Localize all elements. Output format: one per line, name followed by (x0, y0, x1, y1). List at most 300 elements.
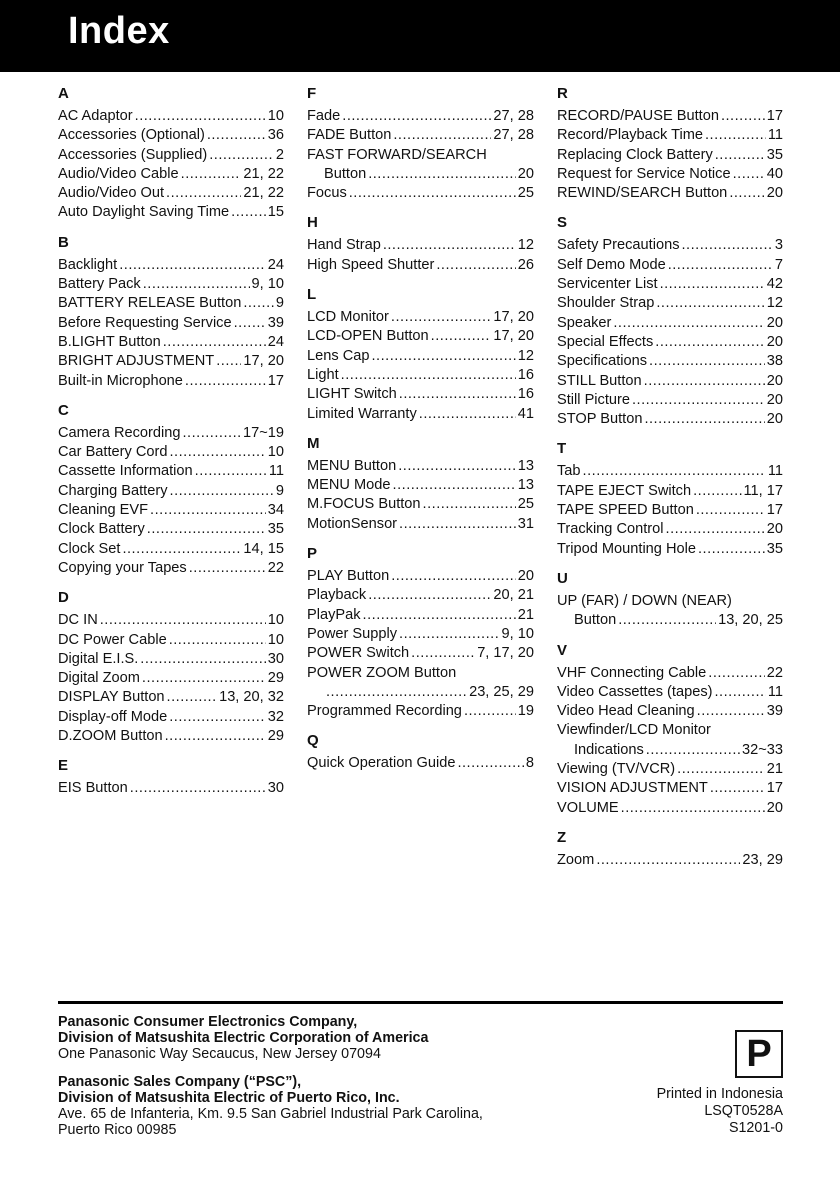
leader-dots (666, 520, 765, 539)
index-entry (58, 443, 284, 462)
index-entry (557, 779, 783, 798)
leader-dots (234, 314, 266, 333)
footer-divider (58, 1001, 783, 1004)
entry-term: Cassette Information (58, 463, 193, 480)
leader-dots (646, 741, 740, 760)
section-letter: A (58, 85, 69, 102)
entry-term: Power Supply (307, 625, 398, 642)
index-entry (58, 107, 284, 126)
entry-pages: 35 (267, 521, 284, 538)
company-2-division: Division of Matsushita Electric of Puerto Rico, Inc. (58, 1090, 400, 1106)
section-letter: P (307, 545, 318, 563)
index-entry (557, 184, 783, 203)
plant-mark-box: P (735, 1030, 783, 1078)
entry-pages: 11 (767, 683, 783, 700)
index-entry (58, 779, 284, 798)
entry-term: Hand Strap (307, 237, 381, 254)
index-entry (58, 184, 284, 203)
leader-dots (708, 664, 765, 683)
entry-pages: 38 (766, 353, 783, 370)
entry-pages: 21, 22 (243, 165, 284, 182)
index-entry (58, 559, 284, 578)
index-entry (557, 165, 783, 184)
entry-pages: 21 (766, 761, 783, 778)
entry-term: Button (324, 165, 367, 182)
entry-pages: 11 (268, 463, 284, 480)
entry-pages: 10 (267, 612, 284, 629)
page-title: Index (68, 10, 170, 52)
entry-term: Still Picture (557, 391, 630, 408)
index-column-3 (557, 80, 783, 870)
section-letter: V (557, 641, 568, 659)
entry-term: VOLUME (557, 799, 619, 816)
entry-pages: 9 (275, 295, 284, 312)
entry-pages: 11 (767, 463, 783, 480)
entry-pages: 25 (517, 496, 534, 513)
entry-term: Audio/Video Out (58, 185, 165, 202)
index-entry (58, 372, 284, 391)
entry-pages: 24 (267, 333, 284, 350)
index-entry (557, 294, 783, 313)
leader-dots (621, 799, 765, 818)
entry-term: STOP Button (557, 411, 643, 428)
index-entry (58, 462, 284, 481)
index-entry (58, 314, 284, 333)
entry-pages: 17, 20 (493, 328, 534, 345)
index-section-r (557, 80, 783, 203)
section-letter: M (307, 434, 320, 452)
entry-pages: 13 (517, 477, 534, 494)
entry-term: Audio/Video Cable (58, 165, 179, 182)
entry-term: PlayPak (307, 606, 361, 623)
entry-pages: 13 (517, 457, 534, 474)
section-letter: B (58, 233, 69, 251)
entry-pages: 27, 28 (493, 108, 534, 124)
section-letter: D (58, 589, 69, 607)
index-section-s (557, 209, 783, 429)
section-letter: U (557, 569, 568, 587)
entry-term: LIGHT Switch (307, 386, 397, 403)
entry-pages: 12 (517, 347, 534, 364)
leader-dots (644, 372, 765, 391)
index-entry (58, 650, 284, 669)
leader-dots (649, 352, 765, 371)
entry-pages: 20, 21 (493, 587, 534, 604)
leader-dots (729, 184, 764, 203)
entry-term: BATTERY RELEASE Button (58, 295, 242, 312)
index-section-b (58, 229, 284, 391)
leader-dots (713, 721, 781, 740)
index-entry (307, 256, 534, 275)
section-letter: C (58, 401, 69, 419)
leader-dots (655, 333, 765, 352)
entry-pages: 35 (766, 146, 783, 163)
leader-dots (163, 333, 266, 352)
leader-dots (458, 664, 532, 683)
entry-pages: 29 (267, 670, 284, 687)
leader-dots (135, 107, 266, 126)
entry-pages: 34 (267, 502, 284, 519)
entry-pages: 10 (267, 444, 284, 461)
index-section-p (307, 540, 534, 721)
entry-term: PLAY Button (307, 568, 390, 585)
index-entry (557, 236, 783, 255)
leader-dots (391, 567, 516, 586)
index-entry (557, 611, 783, 630)
entry-pages: 14, 15 (243, 540, 284, 557)
index-section-q (307, 727, 534, 773)
leader-dots (189, 559, 266, 578)
index-section-a (58, 80, 284, 223)
leader-dots (143, 275, 250, 294)
entry-term: Auto Daylight Saving Time (58, 204, 230, 221)
index-entry (58, 333, 284, 352)
index-entry (307, 625, 534, 644)
entry-term: Clock Set (58, 540, 121, 557)
entry-term: B.LIGHT Button (58, 333, 161, 350)
index-entry (307, 405, 534, 424)
leader-dots (696, 501, 765, 520)
entry-pages: 29 (267, 728, 284, 745)
entry-term: Accessories (Supplied) (58, 146, 208, 163)
index-entry (557, 256, 783, 275)
leader-dots (119, 256, 266, 275)
leader-dots (363, 606, 516, 625)
entry-term: VHF Connecting Cable (557, 664, 707, 681)
leader-dots (644, 410, 764, 429)
leader-dots (166, 184, 241, 203)
entry-term: Copying your Tapes (58, 559, 187, 576)
leader-dots (714, 683, 765, 702)
leader-dots (368, 586, 491, 605)
leader-dots (399, 625, 499, 644)
entry-term: Digital Zoom (58, 670, 140, 687)
leader-dots (436, 256, 515, 275)
index-entry (307, 567, 534, 586)
entry-pages: 20 (766, 799, 783, 816)
entry-pages: 7, 17, 20 (477, 645, 534, 662)
entry-term: Car Battery Cord (58, 444, 168, 461)
leader-dots (326, 683, 467, 702)
entry-pages: 11, 17 (743, 482, 783, 499)
leader-dots (693, 482, 741, 501)
entry-term: Viewing (TV/VCR) (557, 761, 676, 778)
index-entry (557, 664, 783, 683)
index-entry (58, 540, 284, 559)
entry-pages: 27, 28 (493, 127, 534, 144)
entry-pages: 13, 20, 32 (219, 689, 284, 706)
leader-dots (142, 669, 266, 688)
section-letter: F (307, 85, 317, 102)
index-entry (307, 107, 534, 126)
index-entry (58, 501, 284, 520)
entry-pages: 20 (517, 568, 534, 585)
entry-pages: 36 (267, 127, 284, 144)
entry-pages: 16 (517, 366, 534, 383)
entry-pages: 24 (267, 256, 284, 273)
index-entry (307, 146, 534, 165)
entry-pages: 2 (275, 146, 284, 163)
section-letter: L (307, 286, 317, 304)
entry-pages: 17 (766, 502, 783, 519)
entry-pages: 23, 25, 29 (469, 683, 534, 700)
entry-pages: 21 (517, 606, 534, 623)
entry-term: MotionSensor (307, 515, 398, 532)
entry-pages: 13, 20, 25 (718, 612, 783, 629)
entry-pages: 10 (267, 631, 284, 648)
index-entry (307, 683, 534, 702)
index-entry (557, 702, 783, 721)
leader-dots (122, 540, 241, 559)
index-entry (307, 366, 534, 385)
leader-dots (419, 405, 516, 424)
index-entry (557, 592, 783, 611)
entry-pages: 10 (267, 108, 284, 124)
leader-dots (140, 650, 265, 669)
entry-pages: 17 (766, 780, 783, 797)
model-code: LSQT0528A (704, 1103, 783, 1119)
index-entry (557, 275, 783, 294)
leader-dots (733, 165, 765, 184)
entry-term: POWER Switch (307, 645, 410, 662)
entry-pages: 16 (517, 386, 534, 403)
leader-dots (431, 327, 492, 346)
entry-pages: 32 (267, 708, 284, 725)
entry-term: Fade (307, 108, 341, 124)
entry-term: RECORD/PAUSE Button (557, 108, 719, 124)
index-entry (58, 611, 284, 630)
leader-dots (668, 256, 773, 275)
section-letter: S (557, 214, 568, 232)
entry-pages: 20 (766, 391, 783, 408)
index-section-l (307, 281, 534, 424)
index-entry (557, 540, 783, 559)
section-letter: Z (557, 828, 567, 846)
entry-term: Safety Precautions (557, 237, 680, 254)
index-entry (557, 501, 783, 520)
leader-dots (185, 372, 266, 391)
entry-term: Replacing Clock Battery (557, 146, 713, 163)
index-entry (307, 515, 534, 534)
leader-dots (368, 165, 516, 184)
entry-pages: 20 (766, 521, 783, 538)
index-entry (58, 424, 284, 443)
index-entry (307, 754, 534, 773)
leader-dots (398, 457, 516, 476)
entry-pages: 9, 10 (251, 276, 284, 293)
section-letter: E (58, 757, 69, 775)
print-code: S1201-0 (728, 1120, 783, 1136)
section-letter: T (557, 440, 567, 458)
entry-term: Zoom (557, 851, 595, 868)
leader-dots (231, 203, 266, 222)
leader-dots (632, 391, 765, 410)
entry-pages: 39 (267, 314, 284, 331)
entry-term: Servicenter List (557, 276, 658, 293)
leader-dots (182, 424, 241, 443)
index-entry (307, 347, 534, 366)
company-2-address-line-2: Puerto Rico 00985 (58, 1122, 177, 1138)
entry-pages: 17 (766, 108, 783, 124)
leader-dots (195, 462, 267, 481)
index-entry (557, 146, 783, 165)
index-entry (58, 727, 284, 746)
index-entry (58, 294, 284, 313)
index-section-u (557, 565, 783, 631)
entry-pages: 23, 29 (742, 851, 783, 868)
index-entry (557, 741, 783, 760)
print-info (600, 1086, 783, 1137)
leader-dots (721, 107, 765, 126)
entry-pages: 9 (275, 482, 284, 499)
entry-term: Battery Pack (58, 276, 141, 293)
entry-pages: 40 (766, 165, 783, 182)
entry-term: VISION ADJUSTMENT (557, 780, 708, 797)
entry-term: AC Adaptor (58, 108, 133, 124)
index-entry (557, 391, 783, 410)
entry-term: DC IN (58, 612, 98, 629)
leader-dots (399, 515, 516, 534)
entry-term: REWIND/SEARCH Button (557, 185, 728, 202)
leader-dots (698, 540, 765, 559)
leader-dots (618, 611, 716, 630)
entry-pages: 17 (267, 372, 284, 389)
entry-term: Indications (574, 741, 644, 758)
entry-term: D.ZOOM Button (58, 728, 163, 745)
leader-dots (697, 702, 765, 721)
leader-dots (423, 495, 516, 514)
index-entry (58, 688, 284, 707)
footer-addresses (58, 1014, 618, 1138)
entry-term: Tracking Control (557, 521, 664, 538)
leader-dots (677, 760, 765, 779)
index-section-d (58, 584, 284, 746)
section-letter: H (307, 214, 318, 232)
entry-term: Speaker (557, 314, 612, 331)
entry-term: M.FOCUS Button (307, 496, 421, 513)
index-section-z (557, 824, 783, 870)
leader-dots (150, 501, 266, 520)
index-entry (557, 683, 783, 702)
leader-dots (411, 644, 475, 663)
entry-term: Focus (307, 185, 347, 202)
entry-term: Camera Recording (58, 424, 181, 441)
entry-term: Tripod Mounting Hole (557, 540, 696, 557)
leader-dots (207, 126, 266, 145)
leader-dots (583, 462, 766, 481)
entry-pages: 20 (766, 372, 783, 389)
entry-pages: 3 (774, 237, 783, 254)
index-section-v (557, 637, 783, 818)
entry-pages: 8 (525, 755, 534, 772)
index-section-e (58, 752, 284, 798)
entry-term: Viewfinder/LCD Monitor (557, 722, 711, 739)
index-entry (557, 760, 783, 779)
entry-term: Specifications (557, 353, 648, 370)
entry-pages: 22 (267, 559, 284, 576)
entry-term: Special Effects (557, 333, 654, 350)
index-entry (307, 126, 534, 145)
index-entry (58, 275, 284, 294)
entry-pages: 7 (774, 256, 783, 273)
index-section-t (557, 435, 783, 558)
entry-pages: 31 (517, 515, 534, 532)
entry-term: Before Requesting Service (58, 314, 232, 331)
index-entry (58, 126, 284, 145)
index-entry (58, 165, 284, 184)
entry-pages: 20 (766, 185, 783, 202)
entry-pages: 30 (267, 650, 284, 667)
index-entry (58, 520, 284, 539)
entry-term: Display-off Mode (58, 708, 168, 725)
entry-term: STILL Button (557, 372, 642, 389)
index-column-2 (307, 80, 534, 774)
entry-term: Built-in Microphone (58, 372, 183, 389)
entry-pages: 22 (766, 664, 783, 681)
index-entry (557, 482, 783, 501)
entry-term: Programmed Recording (307, 703, 462, 720)
index-entry (307, 606, 534, 625)
entry-term: FAST FORWARD/SEARCH (307, 146, 487, 163)
index-section-h (307, 209, 534, 275)
index-entry (557, 372, 783, 391)
page-header (0, 0, 840, 72)
leader-dots (489, 146, 532, 165)
leader-dots (660, 275, 765, 294)
entry-pages: 30 (267, 780, 284, 797)
leader-dots (181, 165, 242, 184)
company-1-address: One Panasonic Way Secaucus, New Jersey 07094 (58, 1046, 381, 1062)
entry-term: MENU Mode (307, 477, 391, 494)
entry-pages: 17, 20 (243, 353, 284, 370)
index-entry (307, 308, 534, 327)
entry-pages: 20 (517, 165, 534, 182)
section-letter: Q (307, 732, 319, 750)
leader-dots (457, 754, 523, 773)
index-entry (307, 327, 534, 346)
entry-pages: 39 (766, 703, 783, 720)
entry-pages: 12 (766, 295, 783, 312)
index-entry (307, 664, 534, 683)
entry-term: Quick Operation Guide (307, 755, 456, 772)
entry-pages: 41 (517, 405, 534, 422)
index-entry (307, 644, 534, 663)
index-entry (58, 482, 284, 501)
entry-term: LCD-OPEN Button (307, 328, 429, 345)
index-entry (307, 495, 534, 514)
leader-dots (209, 146, 274, 165)
leader-dots (399, 385, 516, 404)
entry-term: POWER ZOOM Button (307, 664, 457, 681)
leader-dots (170, 482, 274, 501)
index-entry (307, 457, 534, 476)
entry-pages: 21, 22 (243, 185, 284, 202)
leader-dots (464, 702, 516, 721)
leader-dots (165, 727, 266, 746)
index-entry (58, 669, 284, 688)
index-entry (307, 184, 534, 203)
entry-term: DC Power Cable (58, 631, 167, 648)
index-entry (557, 851, 783, 870)
company-2-name: Panasonic Sales Company (“PSC”), (58, 1074, 302, 1090)
index-entry (557, 721, 783, 740)
index-entry (557, 799, 783, 818)
entry-term: Shoulder Strap (557, 295, 655, 312)
entry-term: High Speed Shutter (307, 256, 435, 273)
leader-dots (169, 631, 266, 650)
index-entry (557, 462, 783, 481)
leader-dots (710, 779, 765, 798)
